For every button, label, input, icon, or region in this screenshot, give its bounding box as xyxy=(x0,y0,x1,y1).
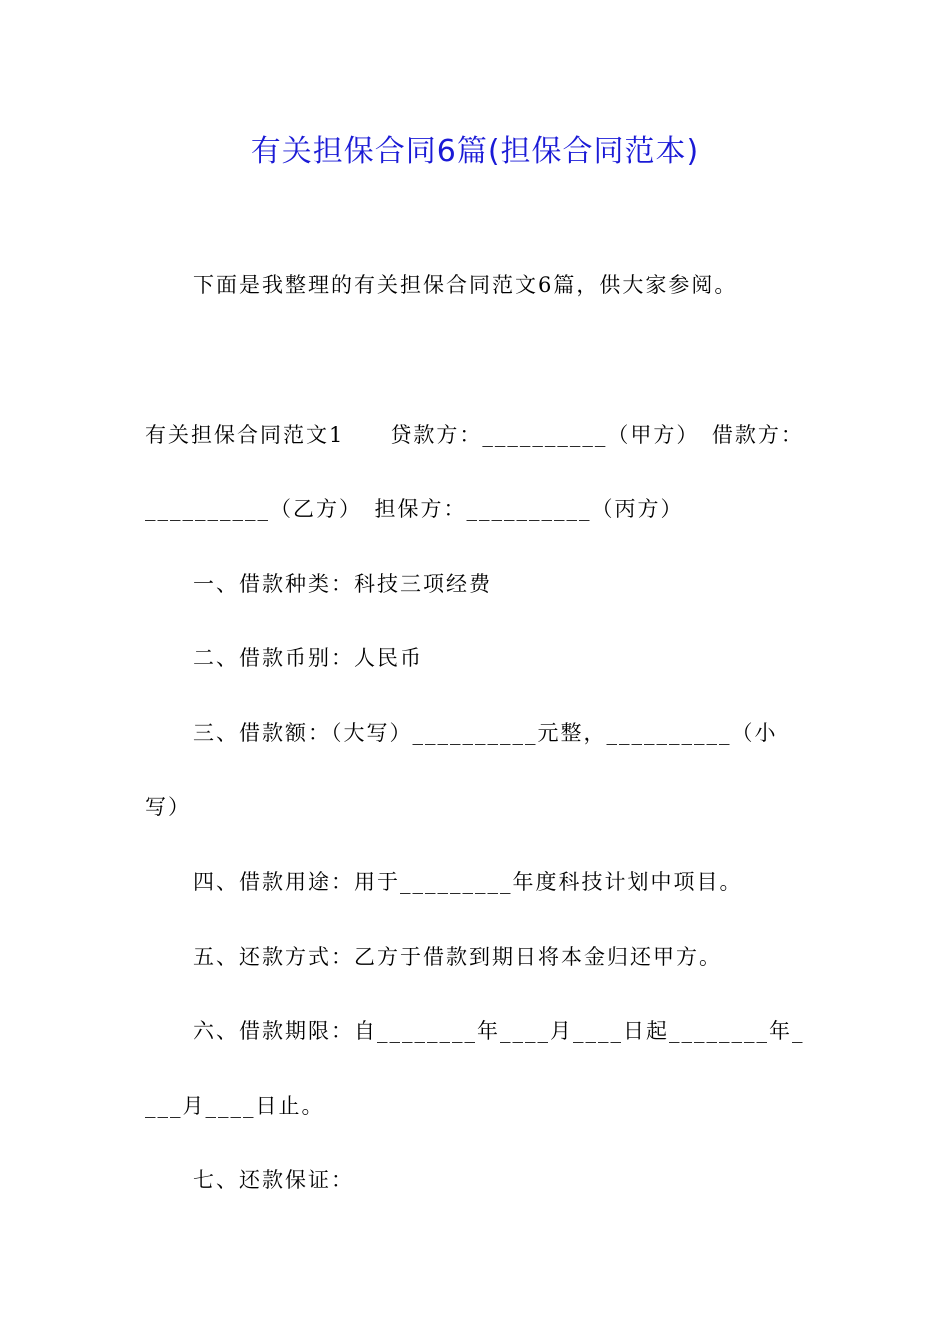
clause-loan-amount: 三、借款额：（大写）__________元整，__________（小 xyxy=(193,721,778,745)
clause-loan-purpose: 四、借款用途：用于_________年度科技计划中项目。 xyxy=(193,870,743,894)
clause-loan-currency: 二、借款币别：人民币 xyxy=(193,646,423,670)
contract-parties-line-1: 有关担保合同范文1 贷款方：__________（甲方） 借款方： xyxy=(145,423,804,447)
document-title: 有关担保合同6篇(担保合同范本) xyxy=(250,134,700,169)
clause-repayment-method: 五、还款方式：乙方于借款到期日将本金归还甲方。 xyxy=(193,945,722,969)
clause-loan-term: 六、借款期限：自________年____月____日起________年_ xyxy=(193,1019,805,1043)
clause-repayment-guarantee: 七、还款保证： xyxy=(193,1168,354,1192)
clause-loan-term-continued: ___月____日止。 xyxy=(145,1094,325,1118)
intro-paragraph: 下面是我整理的有关担保合同范文6篇，供大家参阅。 xyxy=(193,273,738,297)
clause-loan-type: 一、借款种类：科技三项经费 xyxy=(193,572,492,596)
contract-parties-line-2: __________（乙方） 担保方：__________（丙方） xyxy=(145,497,684,521)
clause-loan-amount-continued: 写） xyxy=(145,795,191,819)
